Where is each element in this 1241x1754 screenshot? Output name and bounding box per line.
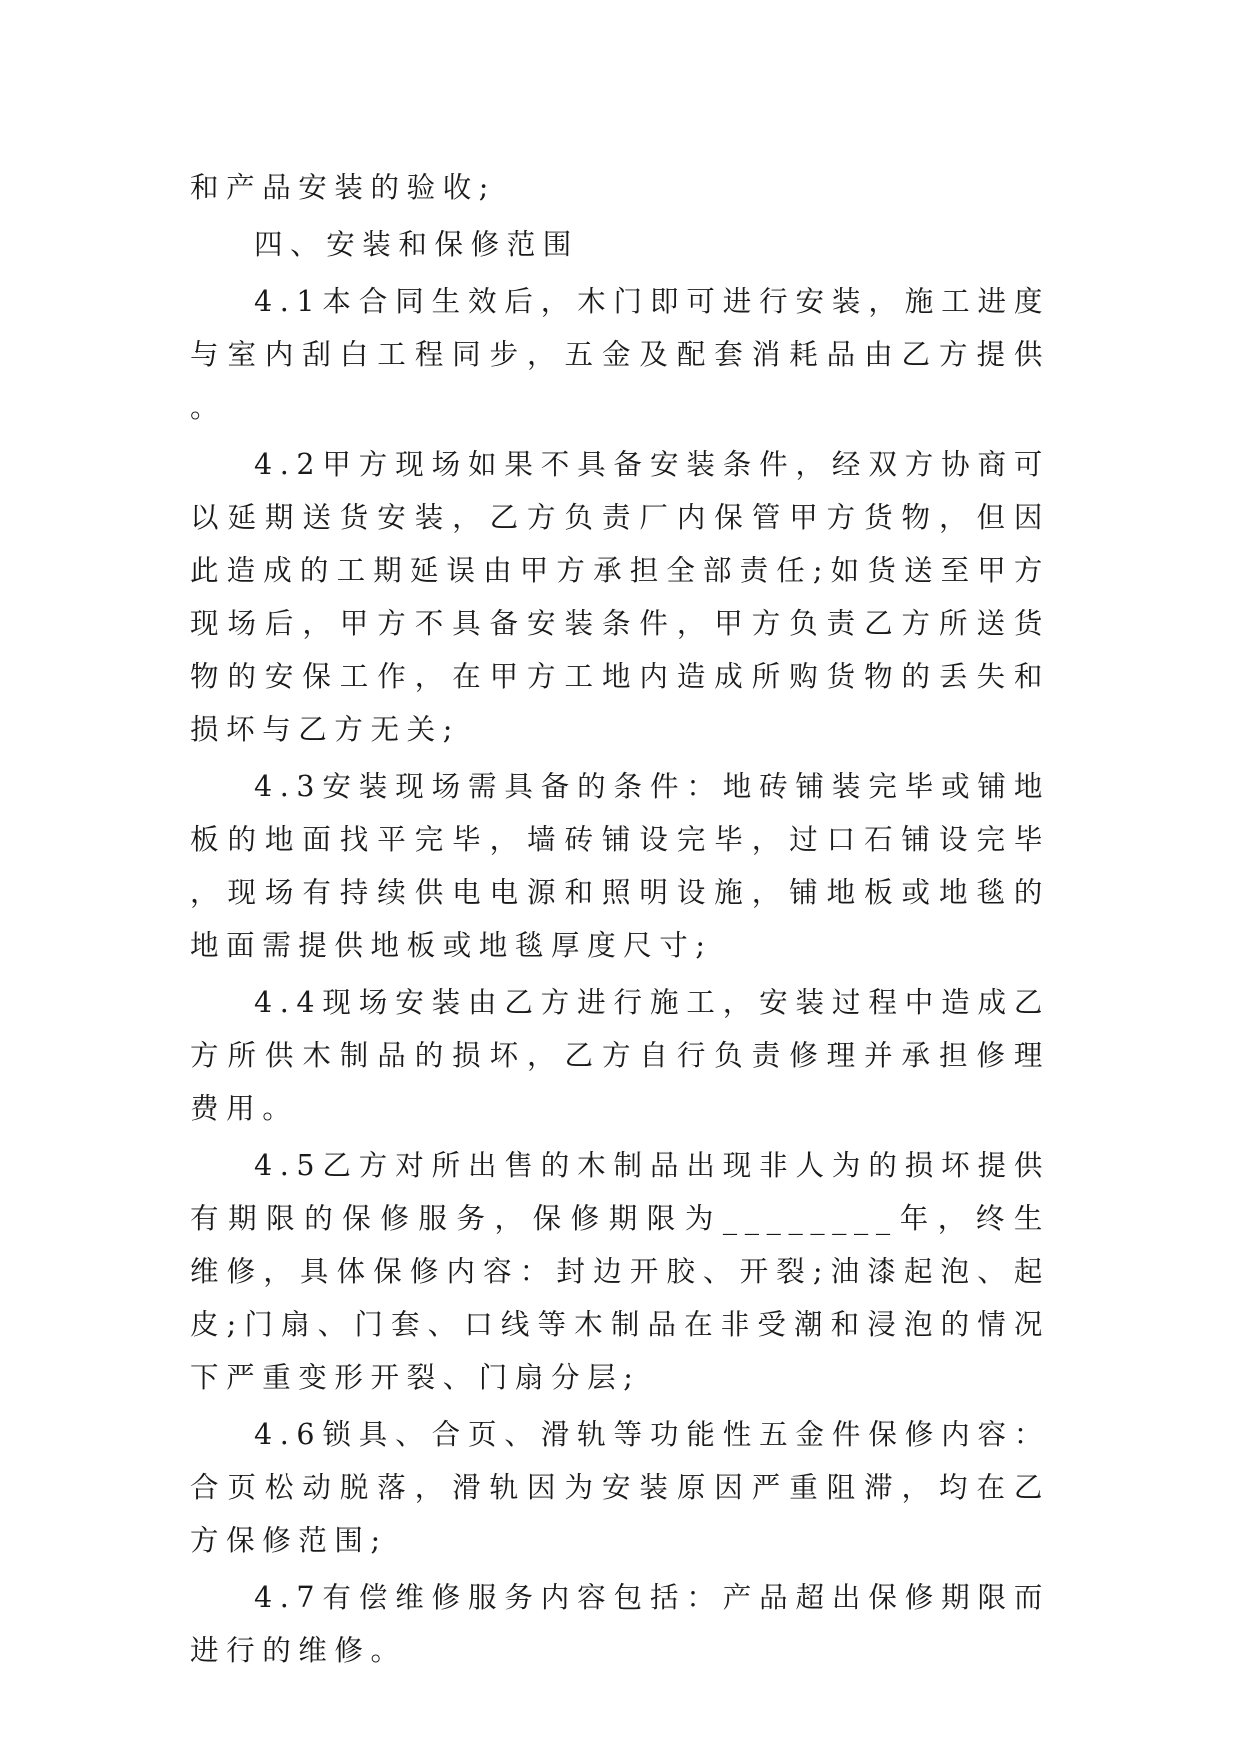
clause-4-3: 4.3安装现场需具备的条件：地砖铺装完毕或铺地板的地面找平完毕，墙砖铺设完毕，过口石铺设完毕，现场有持续供电电源和照明设施，铺地板或地毯的地面需提供地板或地毯厚度尺寸; [190,770,1050,962]
clause-4-6: 4.6锁具、合页、滑轨等功能性五金件保修内容：合页松动脱落，滑轨因为安装原因严重阻滞，均在乙方保修范围; [190,1418,1050,1557]
section-heading-4: 四、安装和保修范围 [254,228,579,261]
clause-4-5: 4.5乙方对所出售的木制品出现非人为的损坏提供有期限的保修服务，保修期限为________年，终生维修，具体保修内容：封边开胶、开裂;油漆起泡、起皮;门扇、门套、口线等木制品在非受潮和浸泡的情况下严重变形开裂、门扇分层; [190,1149,1050,1394]
document-body [190,161,1050,1681]
paragraph-continuation: 和产品安装的验收; [190,171,497,204]
clause-4-1: 4.1本合同生效后，木门即可进行安装，施工进度与室内刮白工程同步，五金及配套消耗品由乙方提供。 [190,285,1050,424]
clause-4-2: 4.2甲方现场如果不具备安装条件，经双方协商可以延期送货安装，乙方负责厂内保管甲方货物，但因此造成的工期延误由甲方承担全部责任;如货送至甲方现场后，甲方不具备安装条件，甲方负责乙方所送货物的安保工作，在甲方工地内造成所购货物的丢失和损坏与乙方无关; [190,448,1050,746]
clause-4-4: 4.4现场安装由乙方进行施工，安装过程中造成乙方所供木制品的损坏，乙方自行负责修理并承担修理费用。 [190,986,1050,1125]
clause-4-7: 4.7有偿维修服务内容包括：产品超出保修期限而进行的维修。 [190,1581,1050,1667]
